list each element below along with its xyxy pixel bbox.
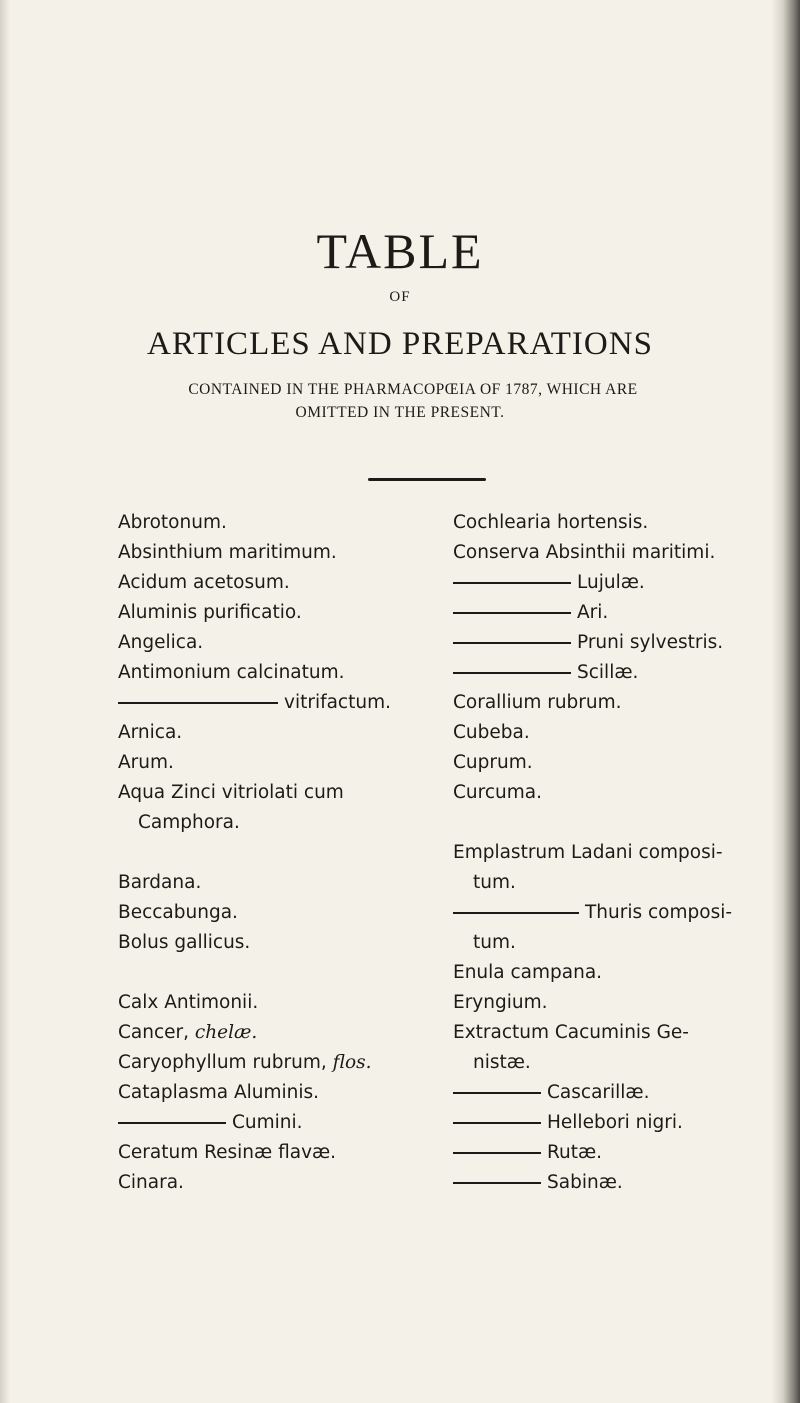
description-line-1: CONTAINED IN THE PHARMACOPŒIA OF 1787, WHICH ARE: [188, 381, 638, 398]
ditto-dash: [453, 1122, 541, 1124]
list-item: tum.: [473, 932, 516, 953]
list-item: Antimonium calcinatum.: [118, 662, 345, 683]
list-item: Aluminis purificatio.: [118, 602, 302, 623]
list-item: Extractum Cacuminis Ge-: [453, 1022, 689, 1043]
list-item: Thuris composi-: [453, 902, 732, 923]
list-item: Rutæ.: [453, 1142, 602, 1163]
title-connector: OF: [389, 289, 411, 305]
list-item: nistæ.: [473, 1052, 531, 1073]
ditto-dash: [453, 1092, 541, 1094]
list-item: Abrotonum.: [118, 512, 227, 533]
list-item: Hellebori nigri.: [453, 1112, 683, 1133]
list-item: Bolus gallicus.: [118, 932, 251, 953]
list-item: Enula campana.: [453, 962, 603, 983]
list-item: Arnica.: [118, 722, 183, 743]
list-item: Ceratum Resinæ flavæ.: [118, 1142, 337, 1163]
ditto-dash: [118, 702, 278, 704]
list-item: Bardana.: [118, 872, 202, 893]
list-item: Cataplasma Aluminis.: [118, 1082, 320, 1103]
list-item: Cubeba.: [453, 722, 530, 743]
ditto-dash: [453, 612, 571, 614]
page-title: TABLE: [316, 223, 484, 279]
list-item: Corallium rubrum.: [453, 692, 622, 713]
list-item: Conserva Absinthii maritimi.: [453, 542, 716, 563]
list-item: Acidum acetosum.: [118, 572, 290, 593]
list-item: Absinthium maritimum.: [118, 542, 337, 563]
page-shadow-left: [0, 0, 10, 1403]
list-item: Sabinæ.: [453, 1172, 623, 1193]
list-item: Caryophyllum rubrum, flos.: [118, 1052, 372, 1073]
list-item: Cumini.: [118, 1112, 303, 1133]
section-divider: [368, 478, 486, 481]
list-item: Eryngium.: [453, 992, 548, 1013]
ditto-dash: [453, 912, 579, 914]
ditto-dash: [453, 582, 571, 584]
list-item: Ari.: [453, 602, 608, 623]
list-item: Aqua Zinci vitriolati cum: [118, 782, 344, 803]
list-item: Cochlearia hortensis.: [453, 512, 649, 533]
list-item: Cascarillæ.: [453, 1082, 649, 1103]
list-item: Beccabunga.: [118, 902, 238, 923]
list-item: Angelica.: [118, 632, 204, 653]
list-item: Cuprum.: [453, 752, 533, 773]
list-item: Emplastrum Ladani composi-: [453, 842, 723, 863]
list-item: Arum.: [118, 752, 174, 773]
list-item: Pruni sylvestris.: [453, 632, 723, 653]
ditto-dash: [453, 1152, 541, 1154]
list-item: tum.: [473, 872, 516, 893]
list-item: Cinara.: [118, 1172, 184, 1193]
ditto-dash: [453, 642, 571, 644]
page-subtitle: ARTICLES AND PREPARATIONS: [147, 326, 653, 362]
list-item: Cancer, chelæ.: [118, 1022, 258, 1043]
list-item: Scillæ.: [453, 662, 638, 683]
description-line-2: OMITTED IN THE PRESENT.: [295, 404, 505, 421]
list-item: Camphora.: [138, 812, 240, 833]
ditto-dash: [118, 1122, 226, 1124]
list-item: Curcuma.: [453, 782, 542, 803]
list-item: vitrifactum.: [118, 692, 391, 713]
ditto-dash: [453, 1182, 541, 1184]
list-item: Calx Antimonii.: [118, 992, 259, 1013]
ditto-dash: [453, 672, 571, 674]
list-item: Lujulæ.: [453, 572, 645, 593]
page-shadow-right: [772, 0, 800, 1403]
